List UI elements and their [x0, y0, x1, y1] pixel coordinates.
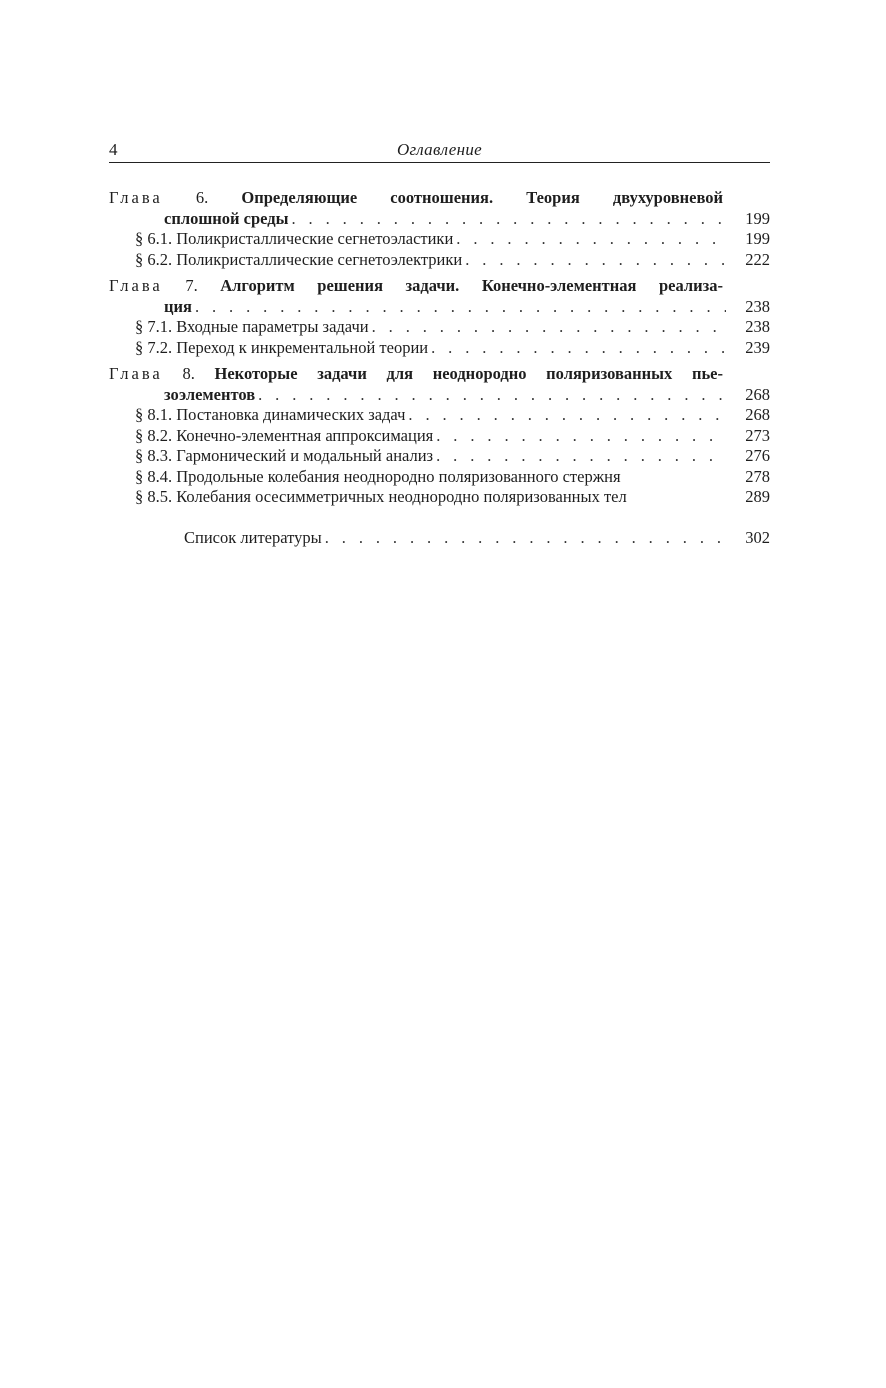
- section-page: 222: [745, 249, 770, 269]
- chapter-title-part2: зоэлементов: [164, 384, 256, 404]
- chapter-title-part2: сплошной среды: [164, 208, 289, 228]
- toc-chapter-8: [109, 364, 770, 508]
- toc-section-entry[interactable]: [109, 229, 770, 250]
- chapter-label-word: Глава: [109, 364, 163, 383]
- chapter-heading[interactable]: [109, 276, 770, 317]
- section-title: Гармонический и модальный анализ: [176, 446, 434, 465]
- chapter-title-part1: Определяющие соотношения. Теория двухуровневой: [241, 188, 723, 207]
- dot-leader: [431, 338, 726, 359]
- spacer: [109, 514, 770, 528]
- chapter-page: 268: [745, 384, 770, 404]
- chapter-page: 238: [745, 296, 770, 316]
- dot-leader: [195, 297, 726, 318]
- toc-chapter-6: [109, 188, 770, 270]
- section-title: Колебания осесимметричных неоднородно поляризованных тел: [176, 487, 627, 506]
- dot-leader: [258, 385, 726, 406]
- section-title: Конечно-элементная аппроксимация: [176, 425, 434, 445]
- toc-section-entry[interactable]: [109, 405, 770, 426]
- dot-leader: [465, 250, 726, 271]
- toc-section-entry[interactable]: [109, 487, 770, 508]
- section-number: § 8.1.: [135, 405, 173, 424]
- section-page: 199: [745, 229, 770, 248]
- section-page: 276: [745, 446, 770, 465]
- section-number: § 8.4.: [135, 466, 173, 486]
- chapter-title-part1: Алгоритм решения задачи. Конечно-элементная реализа-: [220, 276, 724, 295]
- toc-section-entry[interactable]: [109, 467, 770, 488]
- running-title: Оглавление: [396, 140, 483, 159]
- section-title: Постановка динамических задач: [176, 405, 406, 424]
- toc-section-entry[interactable]: [109, 317, 770, 338]
- section-number: § 8.2.: [135, 425, 173, 445]
- section-number: § 8.5.: [135, 487, 173, 506]
- chapter-label-number: 6.: [195, 188, 209, 207]
- section-title: Продольные колебания неоднородно поляризованного стержня: [176, 466, 621, 486]
- toc-chapter-7: [109, 276, 770, 358]
- chapter-label-number: 8.: [182, 364, 195, 383]
- section-page: 238: [745, 317, 770, 336]
- chapter-label-number: 7.: [185, 276, 198, 295]
- bibliography-page: 302: [745, 527, 770, 547]
- section-title: Переход к инкрементальной теории: [176, 337, 429, 357]
- toc-section-entry[interactable]: [109, 338, 770, 359]
- dot-leader: [456, 229, 726, 250]
- chapter-title-line1: [109, 188, 723, 209]
- chapter-title-part2: ция: [164, 296, 192, 316]
- chapter-title-line2: [109, 297, 770, 318]
- section-page: 239: [745, 337, 770, 357]
- toc-bibliography-entry[interactable]: [109, 528, 770, 549]
- chapter-title-part1: Некоторые задачи для неоднородно поляризованных пье-: [214, 364, 724, 383]
- section-page: 268: [745, 405, 770, 424]
- running-header: [109, 140, 770, 163]
- chapter-title-line1: [109, 276, 723, 297]
- chapter-page: 199: [745, 208, 770, 228]
- chapter-label-word: Глава: [109, 276, 163, 295]
- dot-leader: [325, 528, 726, 549]
- dot-leader: [436, 446, 726, 467]
- section-number: § 6.1.: [135, 229, 173, 248]
- toc-section-entry[interactable]: [109, 250, 770, 271]
- chapter-title-line1: [109, 364, 723, 385]
- dot-leader: [292, 209, 727, 230]
- section-number: § 7.1.: [135, 317, 173, 336]
- section-title: Поликристаллические сегнетоэлектрики: [176, 249, 463, 269]
- dot-leader: [436, 426, 726, 447]
- chapter-heading[interactable]: [109, 364, 770, 405]
- section-page: 278: [745, 466, 770, 486]
- toc-section-entry[interactable]: [109, 446, 770, 467]
- section-title: Входные параметры задачи: [176, 317, 369, 336]
- table-of-contents: [109, 188, 770, 548]
- section-page: 289: [745, 487, 770, 506]
- bibliography-title: Список литературы: [184, 527, 322, 547]
- section-title: Поликристаллические сегнетоэластики: [176, 229, 454, 248]
- chapter-heading[interactable]: [109, 188, 770, 229]
- dot-leader: [408, 405, 726, 426]
- chapter-label-word: Глава: [109, 188, 163, 207]
- chapter-title-line2: [109, 385, 770, 406]
- toc-section-entry[interactable]: [109, 426, 770, 447]
- section-number: § 7.2.: [135, 337, 173, 357]
- section-number: § 6.2.: [135, 249, 173, 269]
- dot-leader: [372, 317, 726, 338]
- section-number: § 8.3.: [135, 446, 173, 465]
- section-page: 273: [745, 425, 770, 445]
- page-number: 4: [109, 140, 118, 159]
- chapter-title-line2: [109, 209, 770, 230]
